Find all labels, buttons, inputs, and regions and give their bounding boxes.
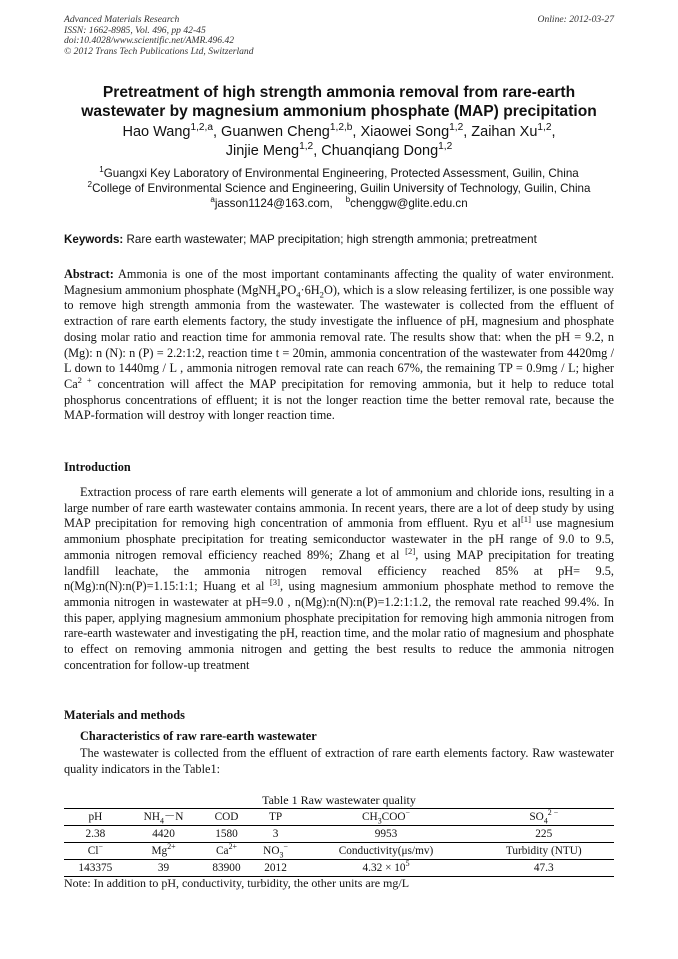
author-emails: $^a$jasson1124@163.com, $^b$chenggw@glite.edu.cn [210, 195, 468, 210]
journal-header [64, 15, 614, 57]
table-cell: 225 [474, 826, 614, 843]
table-header-cell: TP [253, 809, 299, 826]
author-sup: 1,2 [449, 122, 464, 134]
table-header-row [64, 843, 614, 860]
wastewater-quality-table [64, 808, 614, 877]
table-header-cell: $Mg^{2+}$ [127, 843, 201, 860]
author-sup: 1,2 [299, 141, 314, 153]
keywords [64, 232, 614, 247]
table-header-cell: COD [200, 809, 252, 826]
table-header-cell: $Ca^{2+}$ [200, 843, 252, 860]
title-line-1: Pretreatment of high strength ammonia removal from rare-earth [102, 84, 576, 101]
table-row [64, 860, 614, 877]
table-cell: 4420 [127, 826, 201, 843]
section-heading-methods: Materials and methods [64, 708, 185, 722]
table-header-cell: pH [64, 809, 127, 826]
citation-ref[interactable]: [3] [269, 577, 280, 588]
table-cell: 9953 [298, 826, 473, 843]
journal-name: Advanced Materials Research [64, 14, 180, 25]
table-cell: 39 [127, 860, 201, 877]
table-header-row [64, 809, 614, 826]
table-note: Note: In addition to pH, conductivity, turbidity, the other units are mg/L [64, 876, 410, 890]
author-name: Zaihan Xu [471, 124, 538, 140]
table-cell: 47.3 [474, 860, 614, 877]
table-cell: $4.32 \times 10^5$ [298, 860, 473, 877]
author-list: Hao Wang$^{1,2,a}$, Guanwen Cheng$^{1,2,b}$, Xiaowei Song$^{1,2}$, Zaihan Xu$^{1,2}$, Jinjie Meng$^{1,2}$, Chuanqiang Dong$^{1,2}$ [122, 122, 556, 159]
author-name: Chuanqiang Dong [321, 143, 439, 159]
author-sup: 1,2 [537, 122, 552, 134]
affiliation-1: $^1$Guangxi Key Laboratory of Environmental Engineering, Protected Assessment, Guilin, China [99, 165, 579, 180]
table-cell: 3 [253, 826, 299, 843]
table-cell: 83900 [200, 860, 252, 877]
table-header-cell: Cl− [64, 843, 127, 860]
table-cell: 1580 [200, 826, 252, 843]
table-cell: 2.38 [64, 826, 127, 843]
author-name: Xiaowei Song [360, 124, 450, 140]
table-header-cell: $NO_3^-$ [253, 843, 299, 860]
issn: ISSN: 1662-8985, Vol. 496, pp 42-45 [64, 24, 206, 36]
keywords-text: Rare earth wastewater; MAP precipitation; high strength ammonia; pretreatment [126, 233, 537, 246]
section-heading-introduction: Introduction [64, 460, 131, 474]
copyright: © 2012 Trans Tech Publications Ltd, Switzerland [64, 45, 254, 57]
email-link[interactable]: chenggw@glite.edu.cn [350, 197, 468, 210]
abstract: Abstract: Ammonia is one of the most important contaminants affecting the quality of water environment. Magnesium ammonium phosphate $(MgNH_4PO_4\cdot 6H_2O)$, which is a slow releasing fertilizer, is one possible way to remove high strength ammonia from the wastewater. The wastewater is collected from the effluent of extraction of rare earth elements factory, the study investigate the influence of pH, magnesium and phosphate dosing molar ratio and reaction time for ammonia removal rate. The results show that: when the pH = 9.2, n (Mg): n (N): n (P) = 2.2:1:2, reaction time t = 20min, ammonia concentration of the wastewater from 4420mg / L down to 1440mg / L , ammonia nitrogen removal rate can reach 67%, the remaining TP = 0.9mg / L; higher $Ca^{2 +}$ concentration will affect the MAP precipitation for removing ammonia, but it help to reduce total phosphorus concentrations of effluent; it is not the longer reaction time the better removal rate, because the MAP-formation will destroy with longer reaction time. [64, 267, 615, 423]
table-caption: Table 1 Raw wastewater quality [262, 793, 416, 807]
introduction-paragraph: Extraction process of rare earth elements will generate a lot of ammonium and chloride ions, resulting in a large number of rare earth wastewater contains ammonia. In recent years, there are a lot of deep study by using MAP precipitation for removing high concentration of ammonia from effluent. Ryu et al[1] use magnesium ammonium phosphate precipitation for treating semiconductor wastewater in the pH range of 9.0 to 9.5, ammonia nitrogen removal efficiency reached 89%; Zhang et al [2], using MAP precipitation for treating landfill leachate, the ammonia nitrogen removal efficiency reached 85% at pH= 9.5, n(Mg):n(N):n(P)=1.15:1:1; Huang et al [3], using magnesium ammonium phosphate method to remove the ammonia nitrogen in wastewater at pH=9.0 , n(Mg):n(N):n(P)=1.2:1:1.2, the removal rate reached 99.4%. In this paper, applying magnesium ammonium phosphate precipitation for removing high ammonia nitrogen from rare-earth wastewater and investigating the pH, reaction time, and the molar ratio of magnesium and phosphate to effect on removing ammonia nitrogen and getting the best results to reduce the ammonia nitrogen concentration for follow-up treatment [64, 485, 615, 672]
citation-ref[interactable]: [1] [520, 514, 531, 525]
author-name: Guanwen Cheng [221, 124, 330, 140]
table-cell: 143375 [64, 860, 127, 877]
online-date: Online: 2012-03-27 [537, 14, 614, 25]
citation-ref[interactable]: [2] [405, 545, 416, 556]
table-header-cell: Turbidity (NTU) [474, 843, 614, 860]
paper-title [40, 83, 638, 121]
author-sup: 1,2,b [329, 122, 353, 134]
table-header-cell: $CH_3COO^-$ [298, 809, 473, 826]
keywords-label: Keywords: [64, 233, 124, 246]
affiliations [40, 166, 638, 211]
email-link[interactable]: jasson1124@163.com, [214, 197, 333, 210]
affiliation-2: $^2$College of Environmental Science and Engineering, Guilin University of Technology, Guilin, China [87, 180, 591, 195]
author-sup: 1,2 [438, 141, 453, 153]
doi[interactable]: doi:10.4028/www.scientific.net/AMR.496.42 [64, 35, 235, 47]
author-sup: 1,2,a [190, 122, 213, 134]
table-header-cell: $NH_4-N$ [127, 809, 201, 826]
author-name: Hao Wang [122, 124, 191, 140]
table-row [64, 826, 614, 843]
abstract-label: Abstract: [64, 267, 114, 281]
author-name: Jinjie Meng [225, 143, 300, 159]
table-header-cell: Conductivity(μs/mv) [298, 843, 473, 860]
subsection-heading: Characteristics of raw rare-earth wastewater [80, 729, 317, 743]
table-header-cell: $SO_4^{2 -}$ [474, 809, 614, 826]
methods-paragraph: The wastewater is collected from the effluent of extraction of rare earth elements factory. Raw wastewater quality indicators in the Table1: [64, 746, 614, 776]
table-cell: 2012 [253, 860, 299, 877]
title-line-2: wastewater by magnesium ammonium phosphate (MAP) precipitation [81, 103, 597, 120]
